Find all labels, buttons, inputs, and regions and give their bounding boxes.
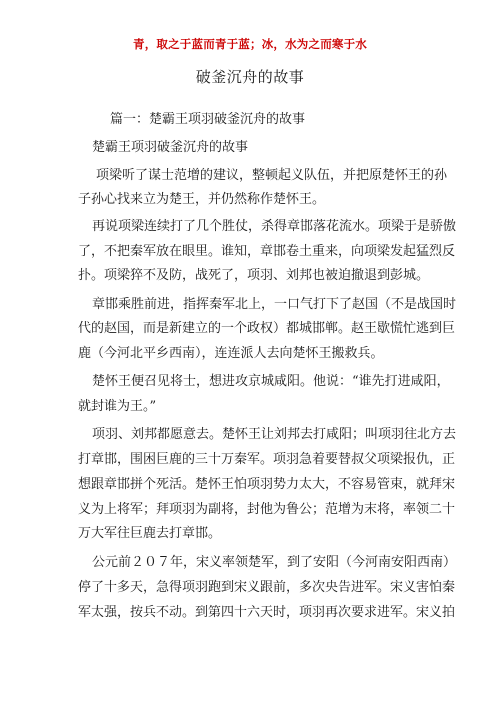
body-line: 扑。项梁猝不及防，战死了，项羽、刘邦也被迫撤退到彭城。 (78, 268, 430, 283)
body-line: 项羽、刘邦都愿意去。楚怀王让刘邦去打咸阳；叫项羽往北方去 (92, 427, 457, 442)
body-line: 打章邯，围困巨鹿的三十万秦军。项羽急着要替叔父项梁报仇，正 (78, 452, 456, 467)
body-line: 楚怀王便召见将士，想进攻京城咸阳。他说：“谁先打进咸阳， (92, 374, 450, 389)
body-line: 鹿（今河北平乡西南），连连派人去向楚怀王搬救兵。 (78, 346, 384, 361)
body-line: 想跟章邯拼个死活。楚怀王怕项羽势力太大，不容易管束，就拜宋 (78, 477, 456, 492)
body-line: 万大军往巨鹿去打章邯。 (78, 526, 222, 541)
body-line: 项梁听了谋士范增的建议，整顿起义队伍，并把原楚怀王的孙 (96, 168, 448, 183)
body-line: 章邯乘胜前进，指挥秦军北上，一口气打下了赵国（不是战国时 (92, 297, 457, 312)
body-line: 代的赵国，而是新建立的一个政权）都城邯郸。赵王歇慌忙逃到巨 (78, 321, 456, 336)
body-line: 公元前２０７年，宋义率领楚军，到了安阳（今河南安阳西南） (92, 555, 457, 570)
body-line: 军太强，按兵不动。到第四十六天时，项羽再次要求进军。宋义拍 (78, 605, 456, 620)
page-title: 破釜沉舟的故事 (195, 68, 305, 86)
body-line: 停了十多天，急得项羽跑到宋义跟前，多次央告进军。宋义害怕秦 (78, 580, 456, 595)
section-heading: 篇一：楚霸王项羽破釜沉舟的故事 (110, 112, 306, 127)
body-line: 子孙心找来立为楚王，并仍然称作楚怀王。 (78, 192, 326, 207)
body-line: 就封谁为王。” (78, 399, 157, 414)
body-line: 义为上将军；拜项羽为副将，封他为鲁公；范增为末将，率领二十 (78, 502, 456, 517)
banner-quote: 青，取之于蓝而青于蓝；冰，水为之而寒于水 (133, 37, 367, 51)
body-line: 再说项梁连续打了几个胜仗，杀得章邯落花流水。项梁于是骄傲 (92, 219, 457, 234)
body-line: 了，不把秦军放在眼里。谁知，章邯卷土重来，向项梁发起猛烈反 (78, 244, 456, 259)
subheading: 楚霸王项羽破釜沉舟的故事 (92, 140, 249, 155)
